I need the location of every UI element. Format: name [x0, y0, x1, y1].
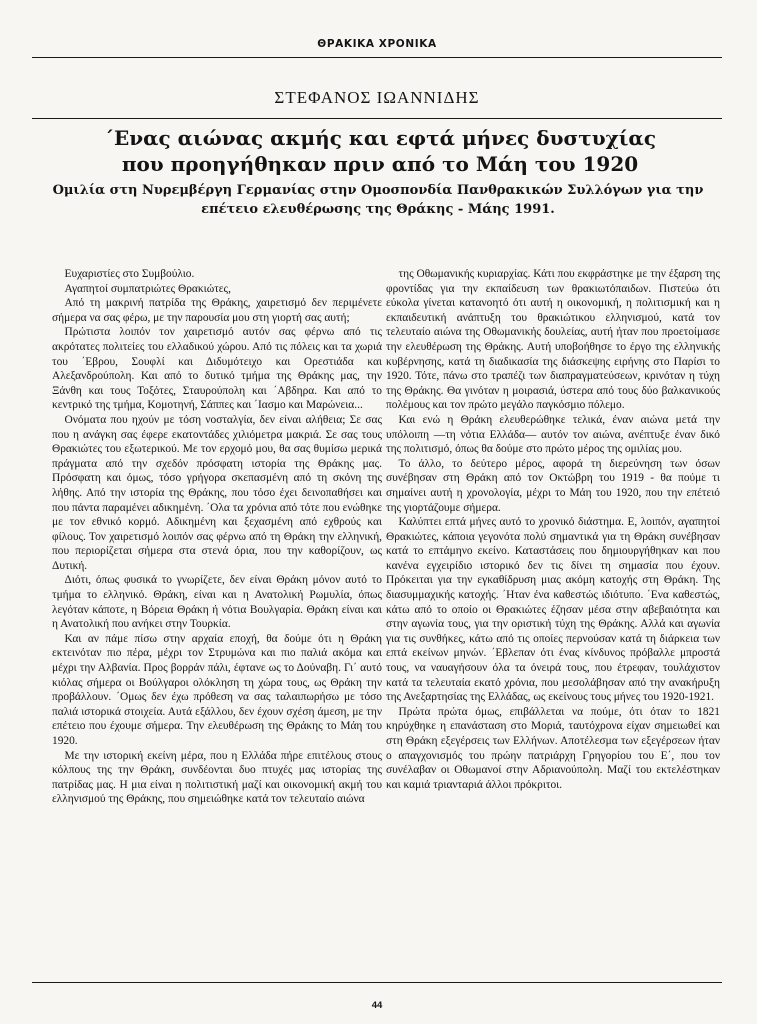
paragraph: Διότι, όπως φυσικά το γνωρίζετε, δεν είναι Θράκη μόνον αυτό το τμήμα το ελληνικό. Θράκη, είναι και η Ανατολική Ρωμυλία, όπως λεγόταν κάποτε, η Βόρεια Θράκη ή νότια Βουλγαρία. Θράκη είναι και η Ανατολική που ανήκει στην Τουρκία. — [52, 574, 382, 631]
article-title: ΄Ενας αιώνας ακμής και εφτά μήνες δυστυχίας που προηγήθηκαν πριν από το Μάη του 1920 — [103, 126, 656, 176]
header-rule — [32, 57, 722, 58]
right-column — [386, 267, 720, 792]
page-number: 44 — [371, 1000, 383, 1011]
left-column — [52, 267, 382, 807]
author-name: ΣΤΕΦΑΝΟΣ ΙΩΑΝΝΙΔΗΣ — [274, 88, 480, 107]
paragraph: Ευχαριστίες στο Συμβούλιο. — [64, 268, 195, 280]
paragraph: Από τη μακρινή πατρίδα της Θράκης, χαιρετισμό δεν περιμένετε σήμερα να σας φέρω, με την παρουσία μου στη γιορτή σας αυτή; — [52, 297, 382, 324]
paragraph: Ονόματα που ηχούν με τόση νοσταλγία, δεν είναι αλήθεια; Σε σας που η ανάγκη σας έφερε εκατοντάδες χιλιόμετρα μακριά. Σε σας τους Θρακιώτες του εξωτερικού. Με τον ερχομό μου, θα σας θυμίσω μερικά πράγματα από την σχεδόν πρόσφατη ιστορία της Θράκης μας. Πρόσφατη και όμως, τόσο γρήγορα σκεπασμένη από τη σκόνη της λήθης. Από την ιστορία της Θράκης, που τόσο έχει δεινοπαθήσει και που πάντα παραμένει αδικημένη. ΄Ολα τα χρόνια από τότε που ενώθηκε με τον εθνικό κορμό. Αδικημένη και ξεχασμένη από εχθρούς και φίλους. Τον χαιρετισμό λοιπόν σας φέρνω από τη Θράκη την ελληνική, που περιορίζεται σήμερα στα στενά όρια, που την καθορίζουν, ως Δυτική. — [52, 413, 382, 572]
paragraph: Το άλλο, το δεύτερο μέρος, αφορά τη διερεύνηση των όσων συνέβησαν στη Θράκη από τον Οκτώβρη του 1919 - θα πούμε τι σημαίνει αυτή η χρονολογία, μέχρι το Μάη του 1920, που την επέτειό της γιορτάζουμε σήμερα. — [386, 457, 720, 514]
paragraph: Καλύπτει επτά μήνες αυτό το χρονικό διάστημα. Ε, λοιπόν, αγαπητοί Θρακιώτες, κάποια γεγονότα πολύ σημαντικά για τη Θράκη συνέβησαν κατά το επτάμηνο εκείνο. Καταστάσεις που δημιουργήθηκαν και που κανένα εγχειρίδιο ιστορικό δεν τις δίνει τη σημασία που έχουν. Πρόκειται για την εγκαθίδρυση μιας ακόμη κατοχής στη Θράκη. Της διασυμμαχικής κατοχής. ΄Ηταν ένα καθεστώς ιδιότυπο. ΄Ενα καθεστώς, κάτω από το οποίο οι Θρακιώτες έζησαν μέσα στην αβεβαιότητα και στην αγωνία τους, για την οριστική τύχη της Θράκης. Αλλά και αγωνία για τις συνθήκες, κάτω από τις οποίες περνούσαν κατά τη διάρκεια των επτά εκείνων μηνών. ΄Εβλεπαν ότι ένας κίνδυνος πρόβαλλε μπροστά τους, να ναυαγήσουν όλα τα όνειρά τους, που έτρεφαν, τουλάχιστον κατά τα τελευταία εκατό χρόνια, που μεσολάβησαν από την ανακήρυξη της Ανεξαρτησίας της Ελλάδας, ως εκείνους τους μήνες του 1920-1921. — [386, 516, 720, 704]
paragraph: Και ενώ η Θράκη ελευθερώθηκε τελικά, έναν αιώνα μετά την υπόλοιπη —τη νότια Ελλάδα— αυτόν τον αιώνα, ανέπτυξε έναν δικό της πολιτισμό, όπως θα δούμε στο πρώτο μέρος της ομιλίας μου. — [386, 413, 720, 456]
running-head: ΘΡΑΚΙΚΑ ΧΡΟΝΙΚΑ — [317, 38, 437, 50]
paragraph: Με την ιστορική εκείνη μέρα, που η Ελλάδα πήρε επιτέλους στους κόλπους της την Θράκη, συνδέονται δυο πτυχές μας ιστορίας της πατρίδας μας. Η μια είναι η πολιτιστική μαζί και οικονομική ακμή του ελληνισμού της Θράκης, που σημειώθηκε κατά τον τελευταίο αιώνα — [52, 749, 382, 806]
paragraph: Πρώτα πρώτα όμως, επιβάλλεται να πούμε, ότι όταν το 1821 κηρύχθηκε η επανάσταση στο Μοριά, ταυτόχρονα είχαν σημειωθεί και στη Θράκη εξεγέρσεις των Ελλήνων. Αποτέλεσμα των εξεγέρσεων ήταν ο απαγχονισμός του πρώην πατριάρχη Γρηγορίου του Ε΄, που τον συνέλαβαν οι Οθωμανοί στην Αδριανούπολη. Μαζί του εκτελέστηκαν και καμιά τριανταριά άλλοι πρόκριτοι. — [386, 705, 720, 791]
paragraph: Και αν πάμε πίσω στην αρχαία εποχή, θα δούμε ότι η Θράκη εκτεινόταν πιο πέρα, μέχρι τον Στρυμώνα και πιο παλιά ακόμα και μέχρι την Αλβανία. Προς βορράν πάλι, έφτανε ως το Δούναβη. Γι΄ αυτό κιόλας σήμερα οι Βούλγαροι ολόκληση τη χώρα τους, ως Θράκη την προβάλλουν. ΄Ομως δεν έχω πρόθεση να σας ταλαιπωρήσω με τόσο παλιά ιστορικά στοιχεία. Αυτά εξάλλου, δεν έχουν σχέση άμεση, με την επέτειο που έχουμε σήμερα. Την ελευθέρωση της Θράκης το Μάη του 1920. — [52, 632, 382, 747]
footer-rule — [32, 982, 722, 983]
paragraph: Πρώτιστα λοιπόν τον χαιρετισμό αυτόν σας φέρνω από τις ακρότατες πολιτείες του ελλαδικού χώρου. Από τις πόλεις και τα χωριά του ΄Εβρου, Σουφλί και Διδυμότειχο και Ορεστιάδα και Αλεξανδρούπολη. Και από το δυτικό τμήμα της Θράκης μας, την Ξάνθη και τους Τοξότες, Σταυρούπολη και ΄Αβδηρα. Και από το κεντρικό της τμήμα, Κομοτηνή, Σάππες και ΄Ιασμο και Μαρώνεια... — [52, 326, 382, 412]
paragraph: Αγαπητοί συμπατριώτες Θρακιώτες, — [64, 282, 231, 295]
article-subtitle: Ομιλία στη Νυρεμβέργη Γερμανίας στην Ομοσπονδία Πανθρακικών Συλλόγων για την επέτειο ελευθέρωσης της Θράκης - Μάης 1991. — [52, 183, 704, 217]
paragraph: της Οθωμανικής κυριαρχίας. Κάτι που εκφράστηκε με την έξαρση της φροντίδας για την εκπαίδευση των θρακιωτόπαιδων. Πιστεύω ότι εύκολα γίνεται κατανοητό ότι αυτή η οικονομική, η πολιτισμική και η εκπαιδευτική ανάπτυξη του θρακιώτικου ελληνισμού, κατά τον τελευταίο αιώνα της Οθωμανικής δουλείας, αυτή ήταν που προετοίμασε την ελευθέρωση της Θράκης. Αυτή υποβοήθησε το έργο της ελληνικής κυβέρνησης, κατά τη διαδικασία της διάσκεψης ειρήνης στο Παρίσι το 1920. Τότε, πάνω στο τραπέζι των διαπραγματεύσεων, κρινόταν η τύχη της Θράκης. Θα γινόταν η μοιρασιά, ύστερα από τους δύο βαλκανικούς πολέμους και τον πρώτο μεγάλο παγκόσμιο πόλεμο. — [386, 268, 720, 412]
author-rule — [32, 118, 722, 119]
